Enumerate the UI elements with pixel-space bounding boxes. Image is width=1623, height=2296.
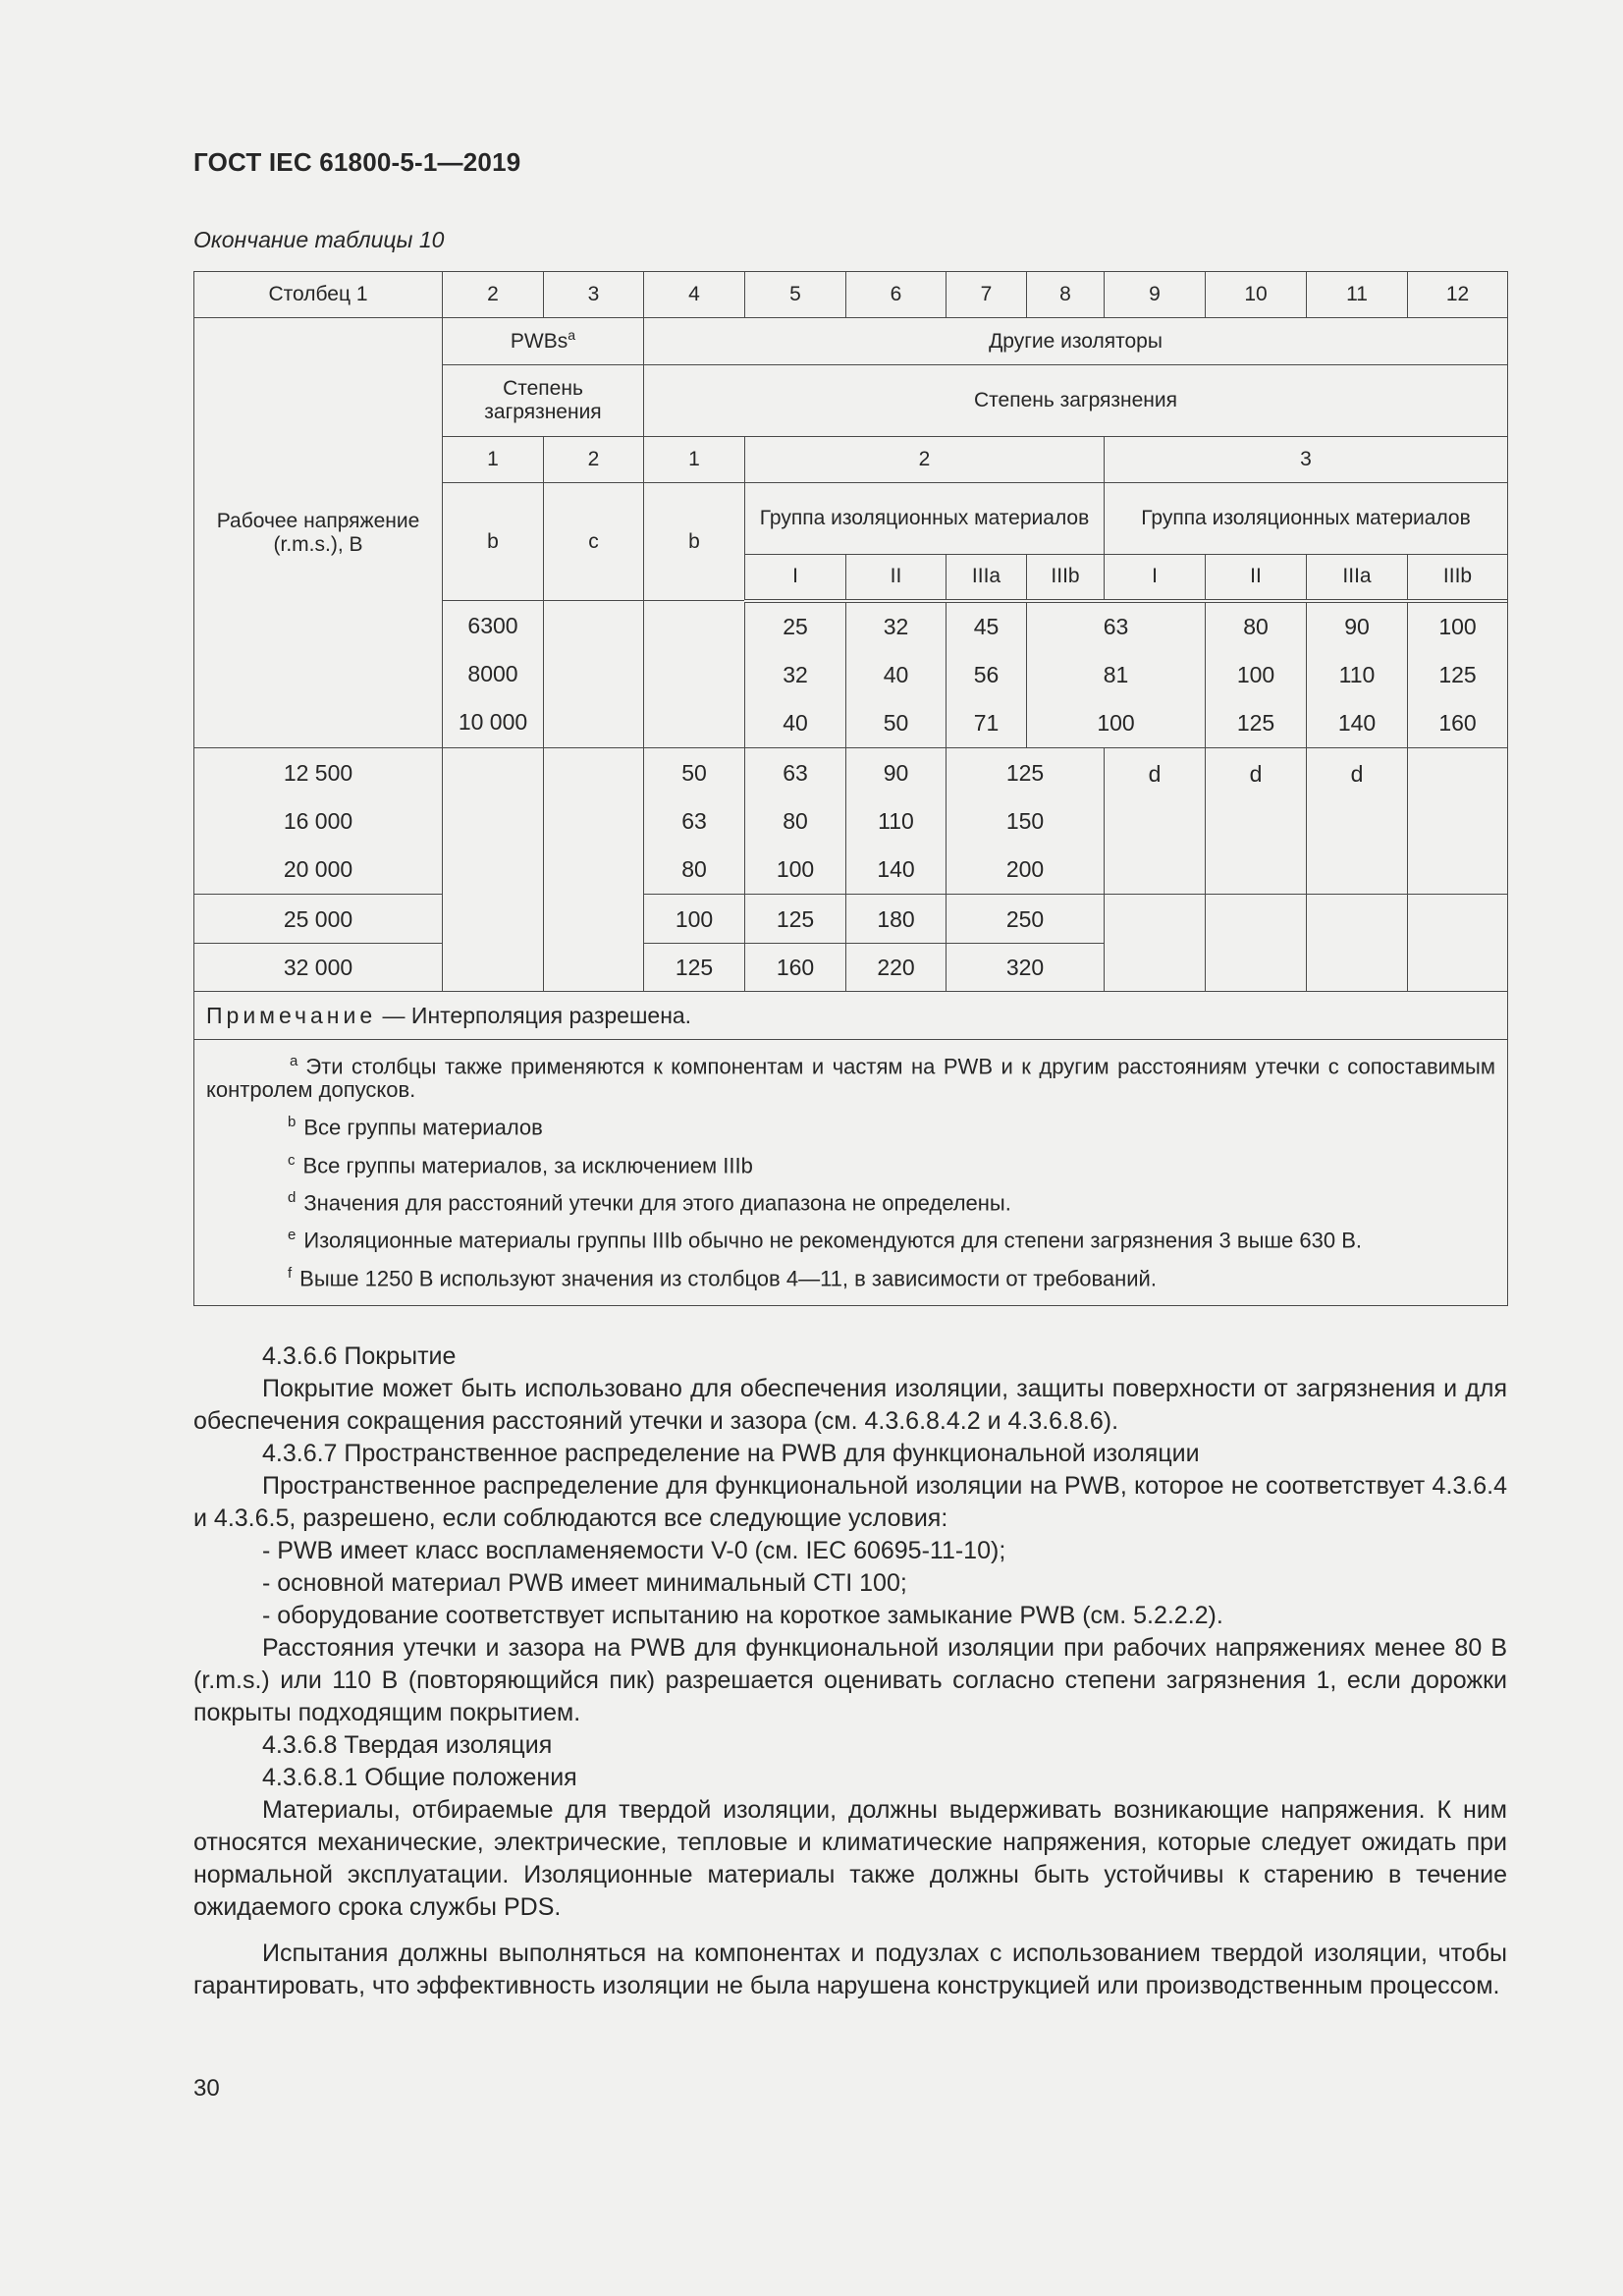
footnote bbox=[206, 1262, 1495, 1290]
col-number: Столбец 1 bbox=[194, 272, 443, 318]
value-cell: 160 bbox=[745, 944, 846, 992]
voltage-value: 20 000 bbox=[283, 855, 353, 882]
value-cell: 180 bbox=[846, 895, 947, 944]
value: 100 bbox=[1438, 613, 1477, 639]
material-group-column: IIIa bbox=[1307, 555, 1408, 601]
value: 56 bbox=[973, 661, 1000, 687]
col-number: 3 bbox=[544, 272, 644, 318]
voltage-value: 6300 bbox=[467, 613, 518, 638]
list-item: - основной материал PWB имеет минимальный CTI 100; bbox=[262, 1569, 907, 1597]
value: 100 bbox=[1097, 709, 1135, 736]
material-group-column: II bbox=[846, 555, 947, 601]
paragraph: Материалы, отбираемые для твердой изоляции, должны выдерживать возникающие напряжения. К ним относятся механические, электрические, тепловые и климатические напряжения, которые следует ожидать при нормальной эксплуатации. Изоляционные материалы также должны быть устойчивы к старению в течение ожидаемого срока службы PDS. bbox=[193, 1796, 1507, 1921]
footnote bbox=[206, 1186, 1495, 1215]
material-sub-header: b bbox=[443, 483, 544, 601]
pollution-degree-value: 2 bbox=[745, 437, 1105, 483]
pwbs-footnote-mark: a bbox=[568, 326, 576, 343]
value-cell bbox=[947, 601, 1027, 748]
empty-cell bbox=[644, 601, 745, 748]
value: d bbox=[1249, 761, 1263, 787]
value: 90 bbox=[1344, 613, 1370, 639]
value-cell bbox=[1027, 601, 1206, 748]
value-cell bbox=[1307, 601, 1408, 748]
note-label: Примечание bbox=[206, 1003, 377, 1028]
value: 125 bbox=[1438, 661, 1477, 687]
table-row bbox=[194, 895, 1508, 944]
value-cell bbox=[745, 748, 846, 895]
col-number: 12 bbox=[1408, 272, 1508, 318]
value: 81 bbox=[1103, 661, 1129, 687]
value-cell bbox=[644, 748, 745, 895]
col-number: 9 bbox=[1105, 272, 1206, 318]
footnote-mark: d bbox=[288, 1188, 297, 1206]
creepage-table bbox=[193, 271, 1508, 1306]
footnote-text: Выше 1250 В используют значения из столбцов 4—11, в зависимости от требований. bbox=[299, 1265, 1157, 1290]
value: 40 bbox=[883, 661, 909, 687]
pollution-degree-value: 1 bbox=[644, 437, 745, 483]
empty-cell bbox=[544, 748, 644, 895]
value-cell bbox=[846, 601, 947, 748]
empty-cell bbox=[443, 895, 544, 992]
empty-cell bbox=[1408, 748, 1508, 895]
paragraph: Испытания должны выполняться на компонентах и подузлах с использованием твердой изоляции, чтобы гарантировать, что эффективность изоляции не была нарушена конструкцией или производственным процессом. bbox=[193, 1940, 1507, 1999]
value: 100 bbox=[1236, 661, 1275, 687]
material-group-column: II bbox=[1206, 555, 1307, 601]
footnote bbox=[206, 1111, 1495, 1139]
section-heading: 4.3.6.6 Покрытие bbox=[262, 1342, 457, 1370]
empty-cell bbox=[1206, 895, 1307, 992]
voltage-cell bbox=[443, 601, 544, 748]
material-group-column: IIIb bbox=[1027, 555, 1105, 601]
material-group-header: Группа изоляционных материалов bbox=[745, 483, 1105, 555]
footnote-text: Изоляционные материалы группы IIIb обычно не рекомендуются для степени загрязнения 3 выше 630 В. bbox=[303, 1228, 1362, 1253]
value: 150 bbox=[1005, 807, 1045, 834]
footnote bbox=[206, 1149, 1495, 1177]
material-group-column: IIIa bbox=[947, 555, 1027, 601]
value-cell bbox=[1307, 748, 1408, 895]
voltage-value: 10 000 bbox=[458, 709, 528, 735]
voltage-cell: 25 000 bbox=[194, 895, 443, 944]
col-number: 5 bbox=[745, 272, 846, 318]
value-cell: 250 bbox=[947, 895, 1105, 944]
footnote-mark: a bbox=[290, 1053, 298, 1069]
voltage-value: 8000 bbox=[467, 661, 518, 686]
value: 110 bbox=[1338, 661, 1376, 687]
value-cell bbox=[1105, 748, 1206, 895]
col-number: 10 bbox=[1206, 272, 1307, 318]
col-number: 6 bbox=[846, 272, 947, 318]
value: 32 bbox=[783, 661, 808, 687]
paragraph: Расстояния утечки и зазора на PWB для функциональной изоляции при рабочих напряжениях менее 80 В (r.m.s.) или 110 В (повторяющийся пик) разрешается оценивать согласно степени загрязнения 1, если дорожки покрыты подходящим покрытием. bbox=[193, 1634, 1507, 1726]
voltage-value: 12 500 bbox=[283, 759, 353, 786]
value: 63 bbox=[1103, 613, 1129, 639]
value: 200 bbox=[1005, 855, 1045, 882]
note-text: — Интерполяция разрешена. bbox=[376, 1003, 692, 1028]
value-cell bbox=[745, 601, 846, 748]
material-sub-header: b bbox=[644, 483, 745, 601]
value-cell bbox=[947, 748, 1105, 895]
value: 45 bbox=[973, 613, 1000, 639]
pwbs-label: PWBs bbox=[510, 329, 568, 353]
value: 140 bbox=[1337, 709, 1377, 736]
col-number: 4 bbox=[644, 272, 745, 318]
material-group-column: IIIb bbox=[1408, 555, 1508, 601]
voltage-value: 16 000 bbox=[283, 807, 353, 834]
footnotes-row bbox=[194, 1040, 1508, 1306]
value-cell: 100 bbox=[644, 895, 745, 944]
value: 100 bbox=[776, 855, 815, 882]
footnote bbox=[206, 1050, 1495, 1102]
value: 80 bbox=[1243, 613, 1269, 639]
pwbs-header bbox=[443, 318, 644, 365]
note-row bbox=[194, 992, 1508, 1040]
value: 63 bbox=[783, 759, 808, 786]
empty-cell bbox=[1105, 895, 1206, 992]
footnote-text: Эти столбцы также применяются к компонентам и частям на PWB и к другим расстояниям утечки с сопоставимым контролем допусков. bbox=[206, 1054, 1495, 1103]
pollution-degree-value: 1 bbox=[443, 437, 544, 483]
col-number: 8 bbox=[1027, 272, 1105, 318]
empty-cell bbox=[443, 748, 544, 895]
footnote-mark: c bbox=[288, 1151, 296, 1169]
value: 32 bbox=[883, 613, 909, 639]
value-cell: 220 bbox=[846, 944, 947, 992]
col-number: 7 bbox=[947, 272, 1027, 318]
value: 90 bbox=[883, 759, 909, 786]
section-heading: 4.3.6.8.1 Общие положения bbox=[262, 1764, 577, 1791]
voltage-cell: 32 000 bbox=[194, 944, 443, 992]
value: 125 bbox=[1005, 759, 1045, 786]
value: 50 bbox=[883, 709, 909, 736]
other-insulators-header: Другие изоляторы bbox=[644, 318, 1508, 365]
pollution-degree-value: 3 bbox=[1105, 437, 1508, 483]
section-heading: 4.3.6.7 Пространственное распределение на PWB для функциональной изоляции bbox=[262, 1440, 1200, 1467]
value: 40 bbox=[783, 709, 808, 736]
list-item: - PWB имеет класс воспламеняемости V-0 (см. IEC 60695-11-10); bbox=[262, 1537, 1006, 1564]
voltage-header: Рабочее напряжение (r.m.s.), В bbox=[194, 318, 443, 748]
value: 110 bbox=[878, 807, 914, 834]
voltage-cell bbox=[194, 748, 443, 895]
pollution-degree-value: 2 bbox=[544, 437, 644, 483]
col-number: 2 bbox=[443, 272, 544, 318]
paragraph: Пространственное распределение для функциональной изоляции на PWB, которое не соответствует 4.3.6.4 и 4.3.6.5, разрешено, если соблюдаются все следующие условия: bbox=[193, 1472, 1507, 1532]
value: 140 bbox=[877, 855, 915, 882]
value-cell: 320 bbox=[947, 944, 1105, 992]
table-footnotes bbox=[194, 1040, 1508, 1306]
footnote-text: Значения для расстояний утечки для этого диапазона не определены. bbox=[303, 1190, 1011, 1216]
footnote-mark: e bbox=[288, 1227, 297, 1244]
page-number: 30 bbox=[193, 2075, 220, 2102]
value: 25 bbox=[783, 613, 808, 639]
material-group-column: I bbox=[1105, 555, 1206, 601]
value-cell bbox=[1206, 601, 1307, 748]
table-10-continuation bbox=[193, 271, 1507, 1306]
footnote-mark: f bbox=[288, 1264, 293, 1282]
body-text bbox=[193, 1340, 1507, 2002]
empty-cell bbox=[544, 895, 644, 992]
paragraph: Покрытие может быть использовано для обеспечения изоляции, защиты поверхности от загрязнения и для обеспечения сокращения расстояний утечки и зазора (см. 4.3.6.8.4.2 и 4.3.6.8.6). bbox=[193, 1375, 1507, 1435]
material-sub-header: c bbox=[544, 483, 644, 601]
section-heading: 4.3.6.8 Твердая изоляция bbox=[262, 1731, 553, 1759]
table-caption: Окончание таблицы 10 bbox=[193, 227, 445, 252]
pwb-pollution-degree-header: Степень загрязнения bbox=[443, 365, 644, 437]
footnote-mark: b bbox=[288, 1114, 297, 1131]
value: 125 bbox=[1236, 709, 1275, 736]
value-cell bbox=[1408, 601, 1508, 748]
value-cell bbox=[1206, 748, 1307, 895]
empty-cell bbox=[1307, 895, 1408, 992]
value-cell: 125 bbox=[745, 895, 846, 944]
value-cell bbox=[846, 748, 947, 895]
empty-cell bbox=[544, 601, 644, 748]
footnote bbox=[206, 1224, 1495, 1252]
value: 80 bbox=[783, 807, 808, 834]
material-group-column: I bbox=[745, 555, 846, 601]
other-pollution-degree-header: Степень загрязнения bbox=[644, 365, 1508, 437]
value: 71 bbox=[973, 709, 1000, 736]
list-item: - оборудование соответствует испытанию на короткое замыкание PWB (см. 5.2.2.2). bbox=[262, 1602, 1223, 1629]
material-group-header: Группа изоляционных материалов bbox=[1105, 483, 1508, 555]
column-number-row bbox=[194, 272, 1508, 318]
footnote-text: Все группы материалов, за исключением IIIb bbox=[302, 1152, 753, 1177]
value: d bbox=[1148, 761, 1162, 787]
empty-cell bbox=[1408, 895, 1508, 992]
value: 63 bbox=[681, 807, 707, 834]
value: 160 bbox=[1438, 709, 1477, 736]
table-row bbox=[194, 748, 1508, 895]
footnote-text: Все группы материалов bbox=[303, 1115, 543, 1140]
value-cell: 125 bbox=[644, 944, 745, 992]
value: 80 bbox=[681, 855, 707, 882]
value: d bbox=[1350, 761, 1364, 787]
value: 50 bbox=[681, 759, 707, 786]
col-number: 11 bbox=[1307, 272, 1408, 318]
document-header: ГОСТ IEC 61800-5-1—2019 bbox=[193, 147, 521, 177]
table-note bbox=[194, 992, 1508, 1040]
